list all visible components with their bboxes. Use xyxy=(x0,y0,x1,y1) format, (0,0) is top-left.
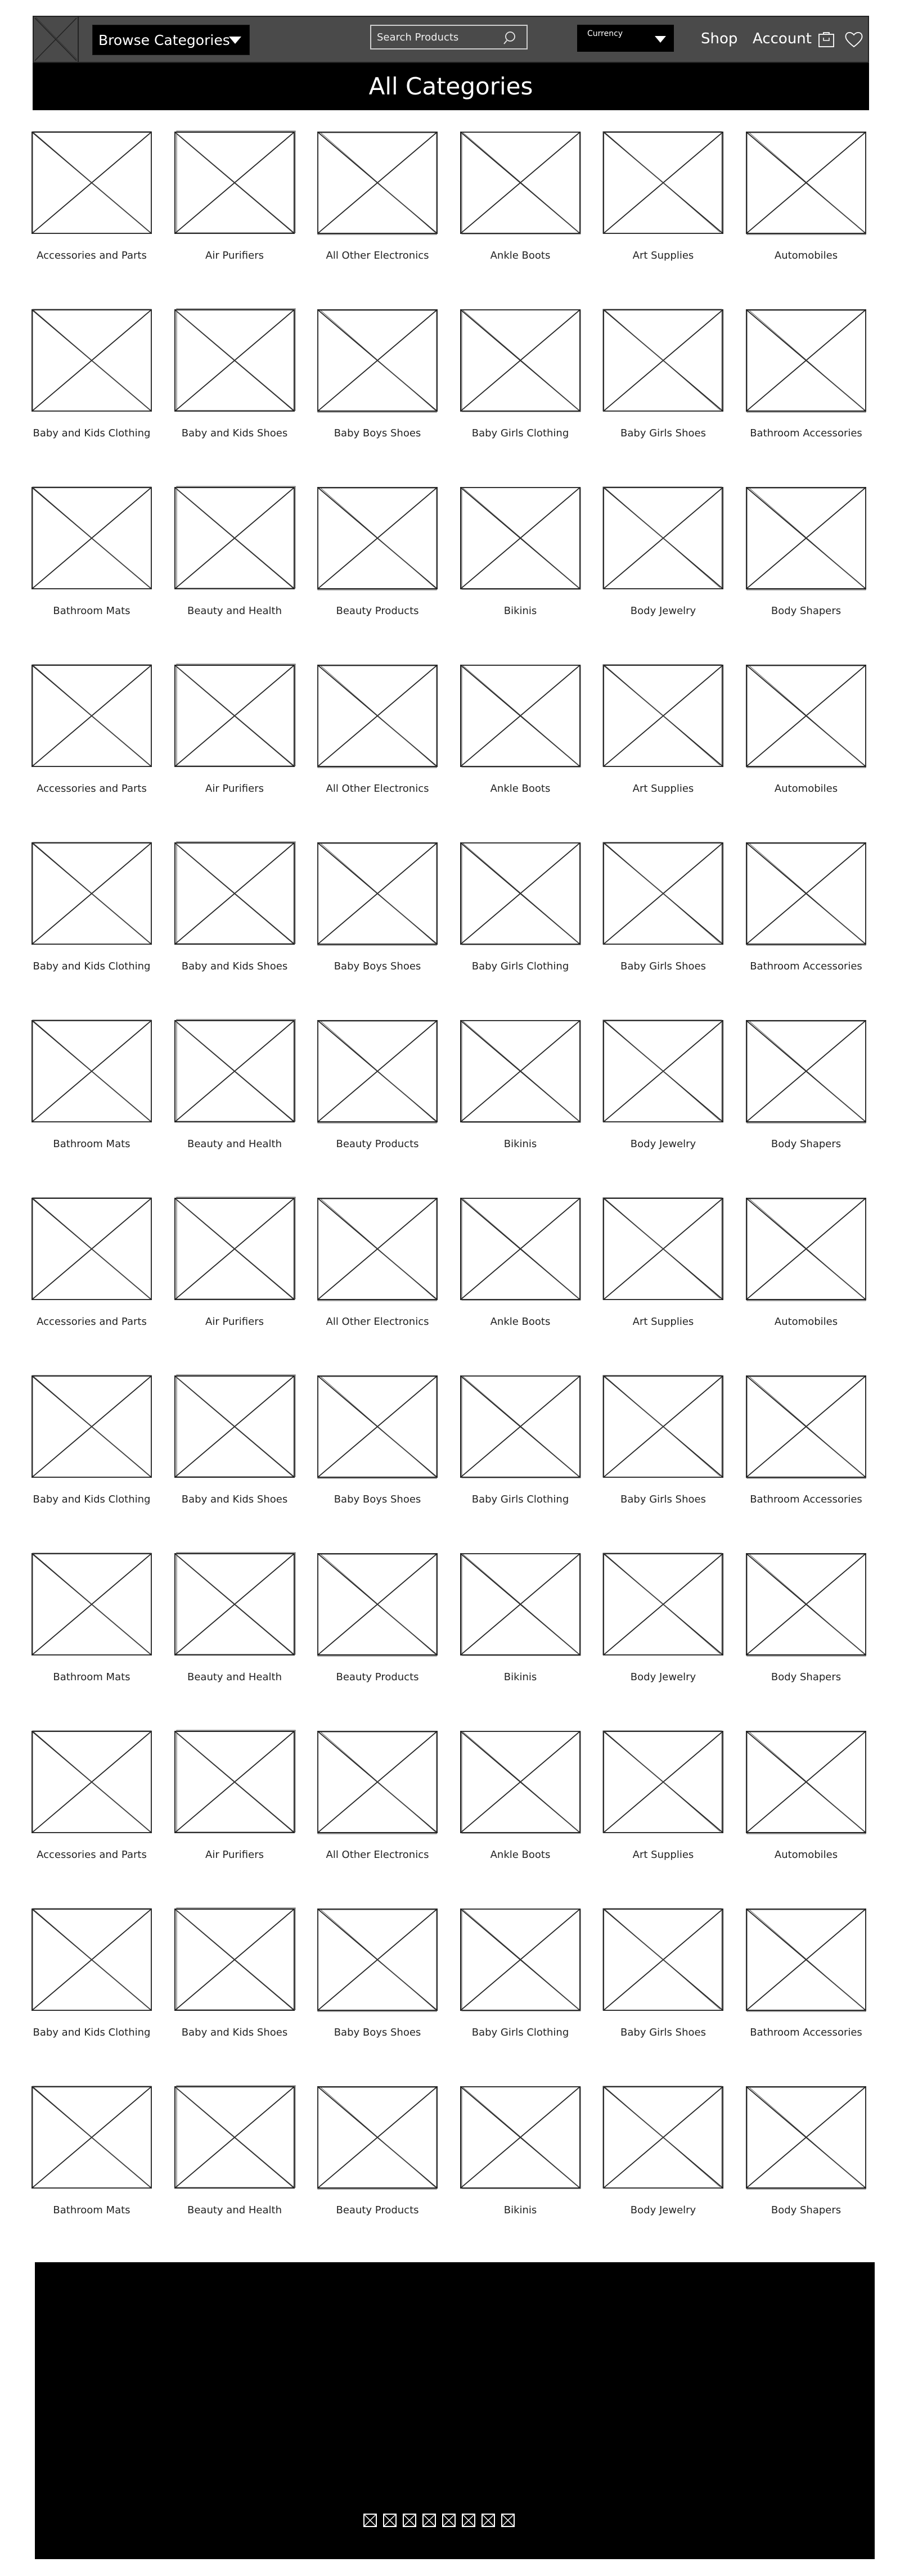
category-label: Air Purifiers xyxy=(205,1849,264,1861)
image-placeholder-icon xyxy=(316,1730,439,1834)
image-placeholder-icon xyxy=(173,130,296,235)
category-label: Air Purifiers xyxy=(205,783,264,795)
category-label: Body Jewelry xyxy=(630,605,696,617)
category-label: All Other Electronics xyxy=(326,250,429,261)
category-label: Baby and Kids Shoes xyxy=(181,427,288,439)
image-placeholder-icon xyxy=(173,1907,296,2012)
browse-categories-label: Browse Categories xyxy=(98,31,230,48)
image-placeholder-icon xyxy=(459,841,582,946)
image-placeholder-icon xyxy=(459,2085,582,2190)
category-label: Art Supplies xyxy=(632,1849,694,1861)
image-placeholder-icon xyxy=(30,1374,153,1479)
category-label: Baby Girls Shoes xyxy=(620,1494,706,1505)
image-placeholder-icon[interactable] xyxy=(442,2514,456,2527)
image-placeholder-icon xyxy=(173,1374,296,1479)
category-label: Art Supplies xyxy=(632,783,694,795)
category-tile[interactable] xyxy=(459,664,582,841)
category-tile[interactable] xyxy=(30,1374,153,1552)
category-tile[interactable] xyxy=(30,2085,153,2263)
image-placeholder-icon xyxy=(745,2085,867,2190)
category-tile[interactable] xyxy=(745,308,867,486)
category-tile[interactable] xyxy=(459,1730,582,1907)
category-label: Ankle Boots xyxy=(490,250,551,261)
category-label: Bathroom Accessories xyxy=(750,1494,862,1505)
image-placeholder-icon xyxy=(316,130,439,235)
image-placeholder-icon xyxy=(30,1197,153,1301)
image-placeholder-icon xyxy=(602,2085,724,2190)
image-placeholder-icon xyxy=(745,308,867,413)
image-placeholder-icon[interactable] xyxy=(422,2514,436,2527)
category-label: Air Purifiers xyxy=(205,1316,264,1328)
category-label: Baby and Kids Clothing xyxy=(33,427,151,439)
image-placeholder-icon xyxy=(316,1019,439,1124)
category-label: Bikinis xyxy=(503,1671,537,1683)
category-label: Automobiles xyxy=(774,250,838,261)
category-tile[interactable] xyxy=(602,664,724,841)
category-tile[interactable] xyxy=(459,308,582,486)
image-placeholder-icon xyxy=(745,1907,867,2012)
top-navigation-bar xyxy=(33,16,869,63)
category-tile[interactable] xyxy=(459,130,582,308)
category-tile[interactable] xyxy=(173,1907,296,2085)
category-label: Beauty Products xyxy=(336,1671,419,1683)
category-label: Baby and Kids Clothing xyxy=(33,960,151,972)
image-placeholder-icon xyxy=(745,1197,867,1301)
category-tile[interactable] xyxy=(602,1907,724,2085)
category-label: Baby Girls Shoes xyxy=(620,427,706,439)
category-tile[interactable] xyxy=(30,1197,153,1374)
category-tile[interactable] xyxy=(316,2085,439,2263)
currency-label: Currency xyxy=(587,29,623,38)
image-placeholder-icon xyxy=(459,664,582,768)
category-tile[interactable] xyxy=(173,1019,296,1197)
category-tile[interactable] xyxy=(30,1907,153,2085)
image-placeholder-icon xyxy=(316,1374,439,1479)
category-tile[interactable] xyxy=(745,1907,867,2085)
category-tile[interactable] xyxy=(602,308,724,486)
category-label: Baby Boys Shoes xyxy=(334,2027,421,2038)
category-tile[interactable] xyxy=(745,1197,867,1374)
category-tile[interactable] xyxy=(316,1019,439,1197)
category-tile[interactable] xyxy=(173,130,296,308)
category-label: Bathroom Mats xyxy=(53,1671,130,1683)
category-tile[interactable] xyxy=(602,1197,724,1374)
image-placeholder-icon xyxy=(30,1552,153,1657)
image-placeholder-icon xyxy=(745,1730,867,1834)
category-label: Baby and Kids Clothing xyxy=(33,1494,151,1505)
category-label: Baby Boys Shoes xyxy=(334,960,421,972)
category-label: Bathroom Accessories xyxy=(750,960,862,972)
category-label: Beauty and Health xyxy=(187,605,282,617)
image-placeholder-icon xyxy=(602,1019,724,1124)
category-tile[interactable] xyxy=(459,841,582,1019)
category-label: Body Jewelry xyxy=(630,2204,696,2216)
image-placeholder-icon xyxy=(745,1552,867,1657)
category-tile[interactable] xyxy=(173,1374,296,1552)
image-placeholder-icon[interactable] xyxy=(501,2514,515,2527)
category-tile[interactable] xyxy=(316,130,439,308)
category-label: All Other Electronics xyxy=(326,1849,429,1861)
category-label: Baby Boys Shoes xyxy=(334,427,421,439)
category-tile[interactable] xyxy=(316,486,439,664)
category-label: Art Supplies xyxy=(632,250,694,261)
image-placeholder-icon xyxy=(745,841,867,946)
category-tile[interactable] xyxy=(602,841,724,1019)
category-label: Bathroom Mats xyxy=(53,605,130,617)
category-label: Beauty Products xyxy=(336,605,419,617)
category-tile[interactable] xyxy=(173,308,296,486)
currency-dropdown[interactable] xyxy=(577,25,674,52)
category-label: Bathroom Accessories xyxy=(750,2027,862,2038)
search-input[interactable] xyxy=(371,26,501,48)
image-placeholder-icon[interactable] xyxy=(462,2514,475,2527)
chevron-down-icon xyxy=(655,36,666,43)
image-placeholder-icon xyxy=(316,1197,439,1301)
image-placeholder-icon xyxy=(602,1730,724,1834)
image-placeholder-icon xyxy=(602,1197,724,1301)
category-label: Ankle Boots xyxy=(490,1849,551,1861)
image-placeholder-icon xyxy=(316,486,439,590)
image-placeholder-icon xyxy=(459,1907,582,2012)
category-label: Baby and Kids Shoes xyxy=(181,1494,288,1505)
category-label: Baby Girls Clothing xyxy=(471,2027,569,2038)
category-label: All Other Electronics xyxy=(326,783,429,795)
image-placeholder-icon xyxy=(745,486,867,590)
search-box xyxy=(370,25,528,49)
category-tile[interactable] xyxy=(459,1552,582,1730)
category-label: Beauty and Health xyxy=(187,1138,282,1150)
image-placeholder-icon xyxy=(459,1197,582,1301)
image-placeholder-icon xyxy=(459,1552,582,1657)
image-placeholder-icon xyxy=(30,841,153,946)
category-tile[interactable] xyxy=(30,486,153,664)
category-label: Beauty Products xyxy=(336,2204,419,2216)
image-placeholder-icon xyxy=(745,1019,867,1124)
image-placeholder-icon xyxy=(602,1552,724,1657)
category-label: Automobiles xyxy=(774,783,838,795)
category-label: Bikinis xyxy=(503,605,537,617)
category-tile[interactable] xyxy=(30,841,153,1019)
category-label: Bikinis xyxy=(503,1138,537,1150)
category-label: Art Supplies xyxy=(632,1316,694,1328)
category-tile[interactable] xyxy=(602,1552,724,1730)
category-grid xyxy=(30,130,880,2263)
category-tile[interactable] xyxy=(173,2085,296,2263)
image-placeholder-icon xyxy=(173,1552,296,1657)
category-label: Body Shapers xyxy=(771,2204,842,2216)
category-label: Body Shapers xyxy=(771,605,842,617)
category-label: Beauty and Health xyxy=(187,1671,282,1683)
category-tile[interactable] xyxy=(30,664,153,841)
nav-shop-link[interactable]: Shop xyxy=(701,30,738,47)
image-placeholder-icon xyxy=(316,1907,439,2012)
image-placeholder-icon xyxy=(173,1730,296,1834)
category-tile[interactable] xyxy=(745,1552,867,1730)
category-tile[interactable] xyxy=(602,1374,724,1552)
image-placeholder-icon xyxy=(459,308,582,413)
image-placeholder-icon xyxy=(602,664,724,768)
category-tile[interactable] xyxy=(30,1019,153,1197)
category-tile[interactable] xyxy=(316,1907,439,2085)
category-tile[interactable] xyxy=(173,841,296,1019)
category-label: Ankle Boots xyxy=(490,783,551,795)
category-tile[interactable] xyxy=(173,1730,296,1907)
image-placeholder-icon xyxy=(173,664,296,768)
category-label: Baby and Kids Clothing xyxy=(33,2027,151,2038)
category-label: Bikinis xyxy=(503,2204,537,2216)
image-placeholder-icon xyxy=(30,664,153,768)
category-tile[interactable] xyxy=(745,2085,867,2263)
footer xyxy=(35,2262,875,2559)
category-tile[interactable] xyxy=(745,664,867,841)
category-label: Baby Boys Shoes xyxy=(334,1494,421,1505)
category-tile[interactable] xyxy=(173,1197,296,1374)
category-tile[interactable] xyxy=(173,664,296,841)
image-placeholder-icon xyxy=(602,1374,724,1479)
category-label: Accessories and Parts xyxy=(37,1316,147,1328)
category-label: Bathroom Accessories xyxy=(750,427,862,439)
image-placeholder-icon xyxy=(316,2085,439,2190)
category-tile[interactable] xyxy=(459,2085,582,2263)
category-tile[interactable] xyxy=(602,1019,724,1197)
image-placeholder-icon xyxy=(30,130,153,235)
image-placeholder-icon xyxy=(173,1019,296,1124)
image-placeholder-icon xyxy=(602,308,724,413)
category-tile[interactable] xyxy=(602,1730,724,1907)
category-tile[interactable] xyxy=(459,1019,582,1197)
image-placeholder-icon xyxy=(173,2085,296,2190)
category-label: Body Shapers xyxy=(771,1138,842,1150)
category-tile[interactable] xyxy=(316,1197,439,1374)
image-placeholder-icon[interactable] xyxy=(383,2514,397,2527)
image-placeholder-icon xyxy=(173,308,296,413)
page-title: All Categories xyxy=(33,63,869,110)
category-label: Beauty and Health xyxy=(187,2204,282,2216)
image-placeholder-icon xyxy=(30,1730,153,1834)
nav-account-link[interactable]: Account xyxy=(753,30,812,47)
image-placeholder-icon[interactable] xyxy=(403,2514,416,2527)
image-placeholder-icon xyxy=(316,664,439,768)
image-placeholder-icon xyxy=(316,841,439,946)
category-tile[interactable] xyxy=(745,1019,867,1197)
category-label: Accessories and Parts xyxy=(37,250,147,261)
image-placeholder-icon xyxy=(745,130,867,235)
category-tile[interactable] xyxy=(602,130,724,308)
category-tile[interactable] xyxy=(30,130,153,308)
category-label: Accessories and Parts xyxy=(37,783,147,795)
image-placeholder-icon xyxy=(30,1907,153,2012)
category-tile[interactable] xyxy=(316,1374,439,1552)
category-label: All Other Electronics xyxy=(326,1316,429,1328)
category-label: Automobiles xyxy=(774,1316,838,1328)
image-placeholder-icon xyxy=(30,308,153,413)
category-label: Ankle Boots xyxy=(490,1316,551,1328)
cart-icon[interactable] xyxy=(817,30,835,48)
image-placeholder-icon[interactable] xyxy=(482,2514,495,2527)
image-placeholder-icon xyxy=(745,1374,867,1479)
image-placeholder-icon xyxy=(459,1019,582,1124)
category-tile[interactable] xyxy=(745,1374,867,1552)
image-placeholder-icon xyxy=(316,1552,439,1657)
category-label: Bathroom Mats xyxy=(53,2204,130,2216)
category-tile[interactable] xyxy=(745,1730,867,1907)
category-tile[interactable] xyxy=(459,1197,582,1374)
image-placeholder-icon[interactable] xyxy=(363,2514,377,2527)
category-tile[interactable] xyxy=(316,1552,439,1730)
category-label: Baby and Kids Shoes xyxy=(181,960,288,972)
image-placeholder-icon xyxy=(459,1730,582,1834)
category-tile[interactable] xyxy=(30,308,153,486)
category-tile[interactable] xyxy=(316,1730,439,1907)
image-placeholder-icon xyxy=(30,1019,153,1124)
category-label: Body Jewelry xyxy=(630,1138,696,1150)
category-tile[interactable] xyxy=(745,486,867,664)
category-tile[interactable] xyxy=(316,308,439,486)
category-label: Baby and Kids Shoes xyxy=(181,2027,288,2038)
category-label: Body Jewelry xyxy=(630,1671,696,1683)
category-tile[interactable] xyxy=(459,486,582,664)
category-label: Baby Girls Shoes xyxy=(620,2027,706,2038)
category-label: Accessories and Parts xyxy=(37,1849,147,1861)
category-tile[interactable] xyxy=(459,1907,582,2085)
heart-icon[interactable] xyxy=(844,30,863,48)
image-placeholder-icon xyxy=(602,1907,724,2012)
category-label: Body Shapers xyxy=(771,1671,842,1683)
image-placeholder-icon xyxy=(602,486,724,590)
category-tile[interactable] xyxy=(602,2085,724,2263)
category-tile[interactable] xyxy=(30,1730,153,1907)
category-label: Baby Girls Clothing xyxy=(471,960,569,972)
image-placeholder-icon xyxy=(316,308,439,413)
image-placeholder-icon xyxy=(602,130,724,235)
image-placeholder-icon xyxy=(173,841,296,946)
chevron-down-icon xyxy=(229,37,241,44)
browse-categories-dropdown[interactable] xyxy=(92,25,250,55)
image-placeholder-icon xyxy=(459,130,582,235)
category-tile[interactable] xyxy=(745,841,867,1019)
category-tile[interactable] xyxy=(173,1552,296,1730)
category-tile[interactable] xyxy=(459,1374,582,1552)
image-placeholder-icon xyxy=(459,1374,582,1479)
category-label: Automobiles xyxy=(774,1849,838,1861)
category-label: Baby Girls Clothing xyxy=(471,427,569,439)
category-label: Beauty Products xyxy=(336,1138,419,1150)
image-placeholder-icon xyxy=(30,486,153,590)
category-tile[interactable] xyxy=(316,664,439,841)
category-tile[interactable] xyxy=(602,486,724,664)
image-placeholder-icon xyxy=(173,1197,296,1301)
category-tile[interactable] xyxy=(745,130,867,308)
category-label: Air Purifiers xyxy=(205,250,264,261)
category-tile[interactable] xyxy=(173,486,296,664)
category-label: Bathroom Mats xyxy=(53,1138,130,1150)
search-icon[interactable] xyxy=(503,30,519,46)
image-placeholder-icon xyxy=(459,486,582,590)
image-placeholder-icon xyxy=(173,486,296,590)
logo-placeholder-icon[interactable] xyxy=(34,17,79,62)
category-tile[interactable] xyxy=(30,1552,153,1730)
image-placeholder-icon xyxy=(745,664,867,768)
image-placeholder-icon xyxy=(602,841,724,946)
footer-icon-row xyxy=(363,2514,515,2527)
category-label: Baby Girls Shoes xyxy=(620,960,706,972)
category-tile[interactable] xyxy=(316,841,439,1019)
image-placeholder-icon xyxy=(30,2085,153,2190)
category-label: Baby Girls Clothing xyxy=(471,1494,569,1505)
